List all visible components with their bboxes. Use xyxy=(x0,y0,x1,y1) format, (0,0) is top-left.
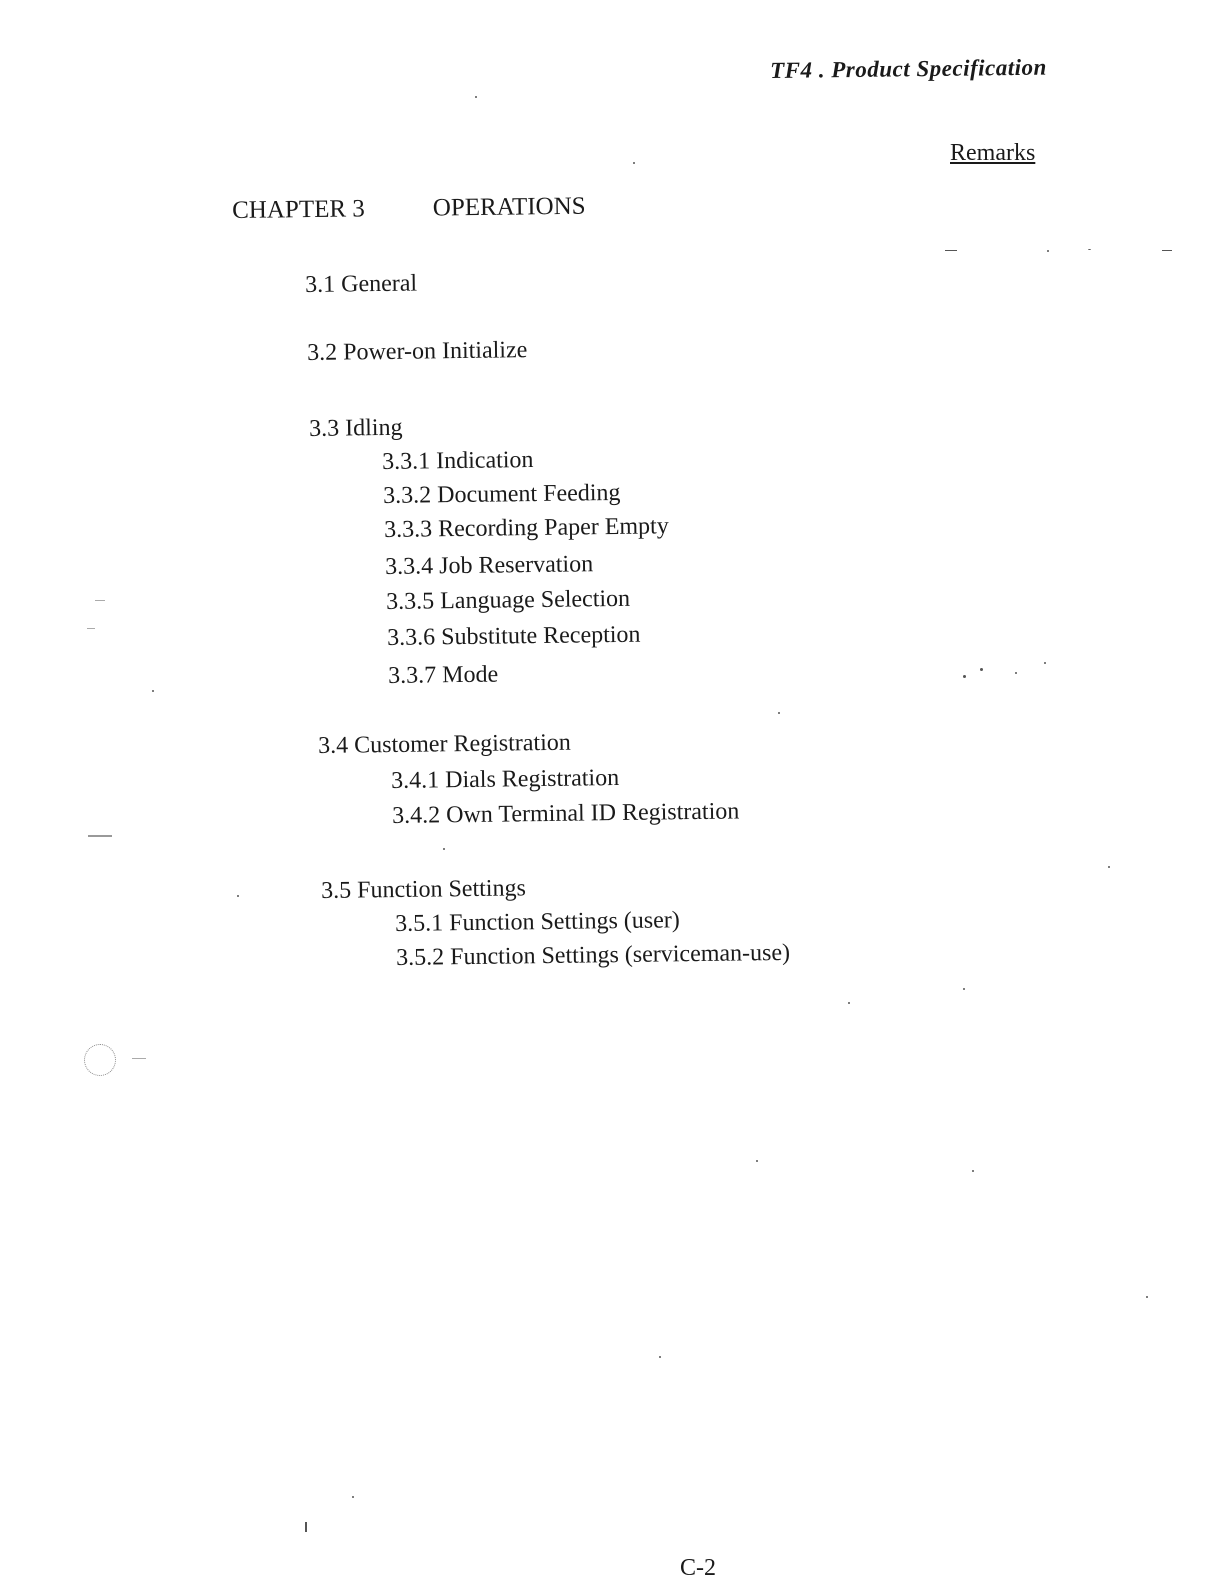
scan-speck xyxy=(963,675,966,678)
scan-speck xyxy=(1047,250,1049,252)
scan-speck xyxy=(659,1356,661,1358)
toc-item-3-5-1: 3.5.1 Function Settings (user) xyxy=(395,907,680,937)
document-header-title: TF4 . Product Specification xyxy=(770,54,1048,83)
scan-speck xyxy=(963,988,965,990)
chapter-number: CHAPTER 3 xyxy=(232,195,365,224)
scan-speck xyxy=(1108,866,1110,868)
page-number: C-2 xyxy=(680,1555,716,1581)
scan-speck xyxy=(443,848,445,850)
toc-item-3-3-5: 3.3.5 Language Selection xyxy=(386,585,631,615)
hole-punch-mark xyxy=(84,1044,116,1076)
scan-speck xyxy=(237,895,239,897)
chapter-title: OPERATIONS xyxy=(432,192,586,222)
scan-speck xyxy=(756,1160,758,1162)
scan-speck xyxy=(95,600,105,601)
toc-item-3-3: 3.3 Idling xyxy=(309,414,403,442)
scan-speck xyxy=(1088,249,1091,250)
toc-item-3-2: 3.2 Power-on Initialize xyxy=(307,337,528,366)
scan-speck xyxy=(1044,662,1046,664)
scan-speck xyxy=(352,1496,354,1498)
toc-item-3-5: 3.5 Function Settings xyxy=(321,875,527,904)
toc-item-3-5-2: 3.5.2 Function Settings (serviceman-use) xyxy=(396,939,791,971)
scan-speck xyxy=(945,250,957,251)
toc-item-3-4-1: 3.4.1 Dials Registration xyxy=(391,765,620,794)
scan-speck xyxy=(848,1002,850,1004)
toc-item-3-4: 3.4 Customer Registration xyxy=(318,729,571,759)
toc-item-3-3-2: 3.3.2 Document Feeding xyxy=(383,479,621,509)
scan-speck xyxy=(475,96,477,98)
scan-speck xyxy=(633,162,635,164)
scan-speck xyxy=(1146,1296,1148,1298)
chapter-heading xyxy=(232,193,586,225)
toc-item-3-1: 3.1 General xyxy=(305,270,418,298)
scan-speck xyxy=(1015,672,1017,674)
scan-speck xyxy=(972,1170,974,1172)
toc-item-3-3-7: 3.3.7 Mode xyxy=(388,661,499,689)
toc-item-3-3-3: 3.3.3 Recording Paper Empty xyxy=(384,513,669,543)
scan-speck xyxy=(152,690,154,692)
scan-speck xyxy=(980,668,983,671)
remarks-column-heading: Remarks xyxy=(950,140,1036,166)
scan-speck xyxy=(132,1058,146,1059)
toc-item-3-3-6: 3.3.6 Substitute Reception xyxy=(387,621,641,651)
toc-item-3-3-1: 3.3.1 Indication xyxy=(382,447,534,475)
scan-speck xyxy=(305,1522,307,1532)
scan-speck xyxy=(778,712,780,714)
scan-speck xyxy=(87,628,95,629)
toc-item-3-3-4: 3.3.4 Job Reservation xyxy=(385,551,594,580)
scan-speck xyxy=(88,835,112,837)
toc-item-3-4-2: 3.4.2 Own Terminal ID Registration xyxy=(392,798,740,829)
scan-speck xyxy=(1162,250,1172,251)
